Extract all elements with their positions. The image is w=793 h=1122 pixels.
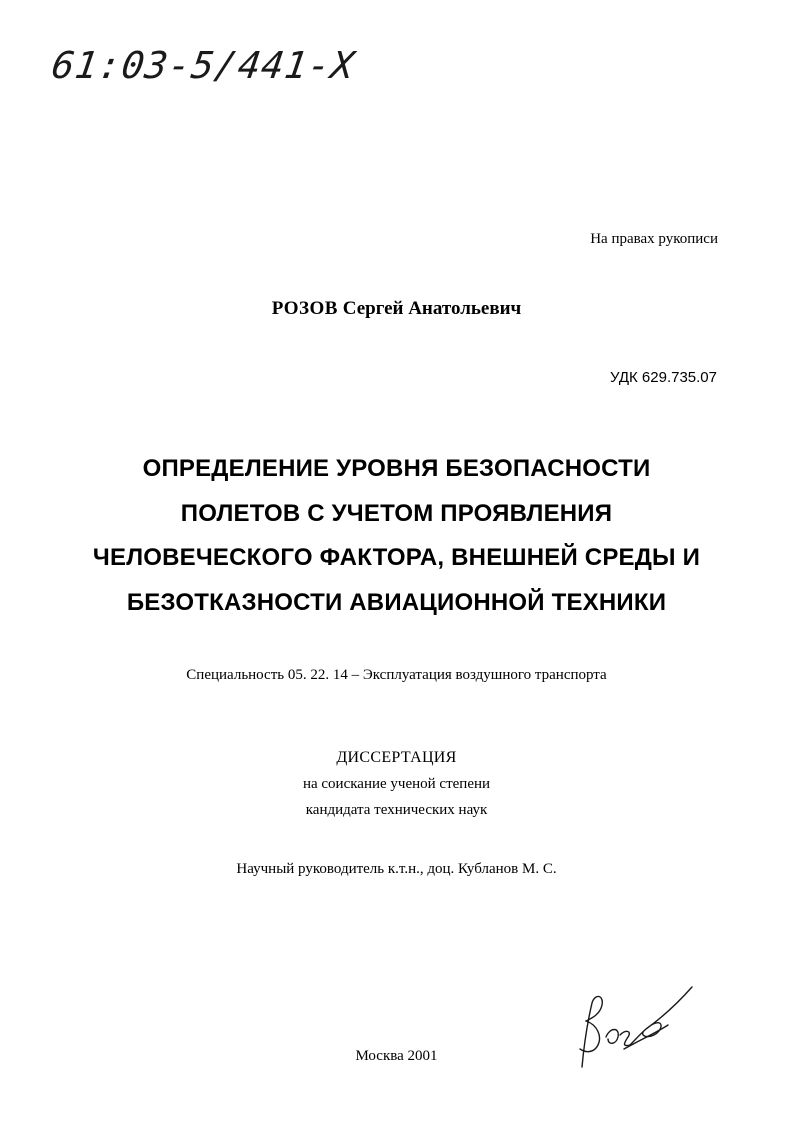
- dissertation-block: [0, 745, 793, 823]
- title-line: ОПРЕДЕЛЕНИЕ УРОВНЯ БЕЗОПАСНОСТИ: [142, 455, 651, 482]
- manuscript-rights-note: На правах рукописи: [590, 231, 718, 247]
- author-surname: РОЗОВ: [271, 298, 338, 319]
- author-name: [0, 298, 793, 320]
- title-line: ЧЕЛОВЕЧЕСКОГО ФАКТОРА, ВНЕШНЕЙ СРЕДЫ И: [92, 544, 701, 571]
- title-line: ПОЛЕТОВ С УЧЕТОМ ПРОЯВЛЕНИЯ: [180, 499, 613, 527]
- udc-code: УДК 629.735.07: [610, 369, 717, 386]
- archive-number: 61:03-5/441-X: [48, 44, 358, 87]
- dissertation-label: ДИССЕРТАЦИЯ: [336, 749, 457, 766]
- supervisor: Научный руководитель к.т.н., доц. Кубланов М. С.: [236, 861, 557, 877]
- degree-line-1: на соискание ученой степени: [302, 776, 491, 792]
- title-line: БЕЗОТКАЗНОСТИ АВИАЦИОННОЙ ТЕХНИКИ: [126, 588, 667, 616]
- degree-line-2: кандидата технических наук: [305, 802, 488, 818]
- thesis-title: [60, 447, 733, 625]
- city-year: Москва 2001: [355, 1048, 438, 1064]
- specialty: Специальность 05. 22. 14 – Эксплуатация воздушного транспорта: [186, 667, 607, 683]
- author-given-names: Сергей Анатольевич: [342, 298, 522, 319]
